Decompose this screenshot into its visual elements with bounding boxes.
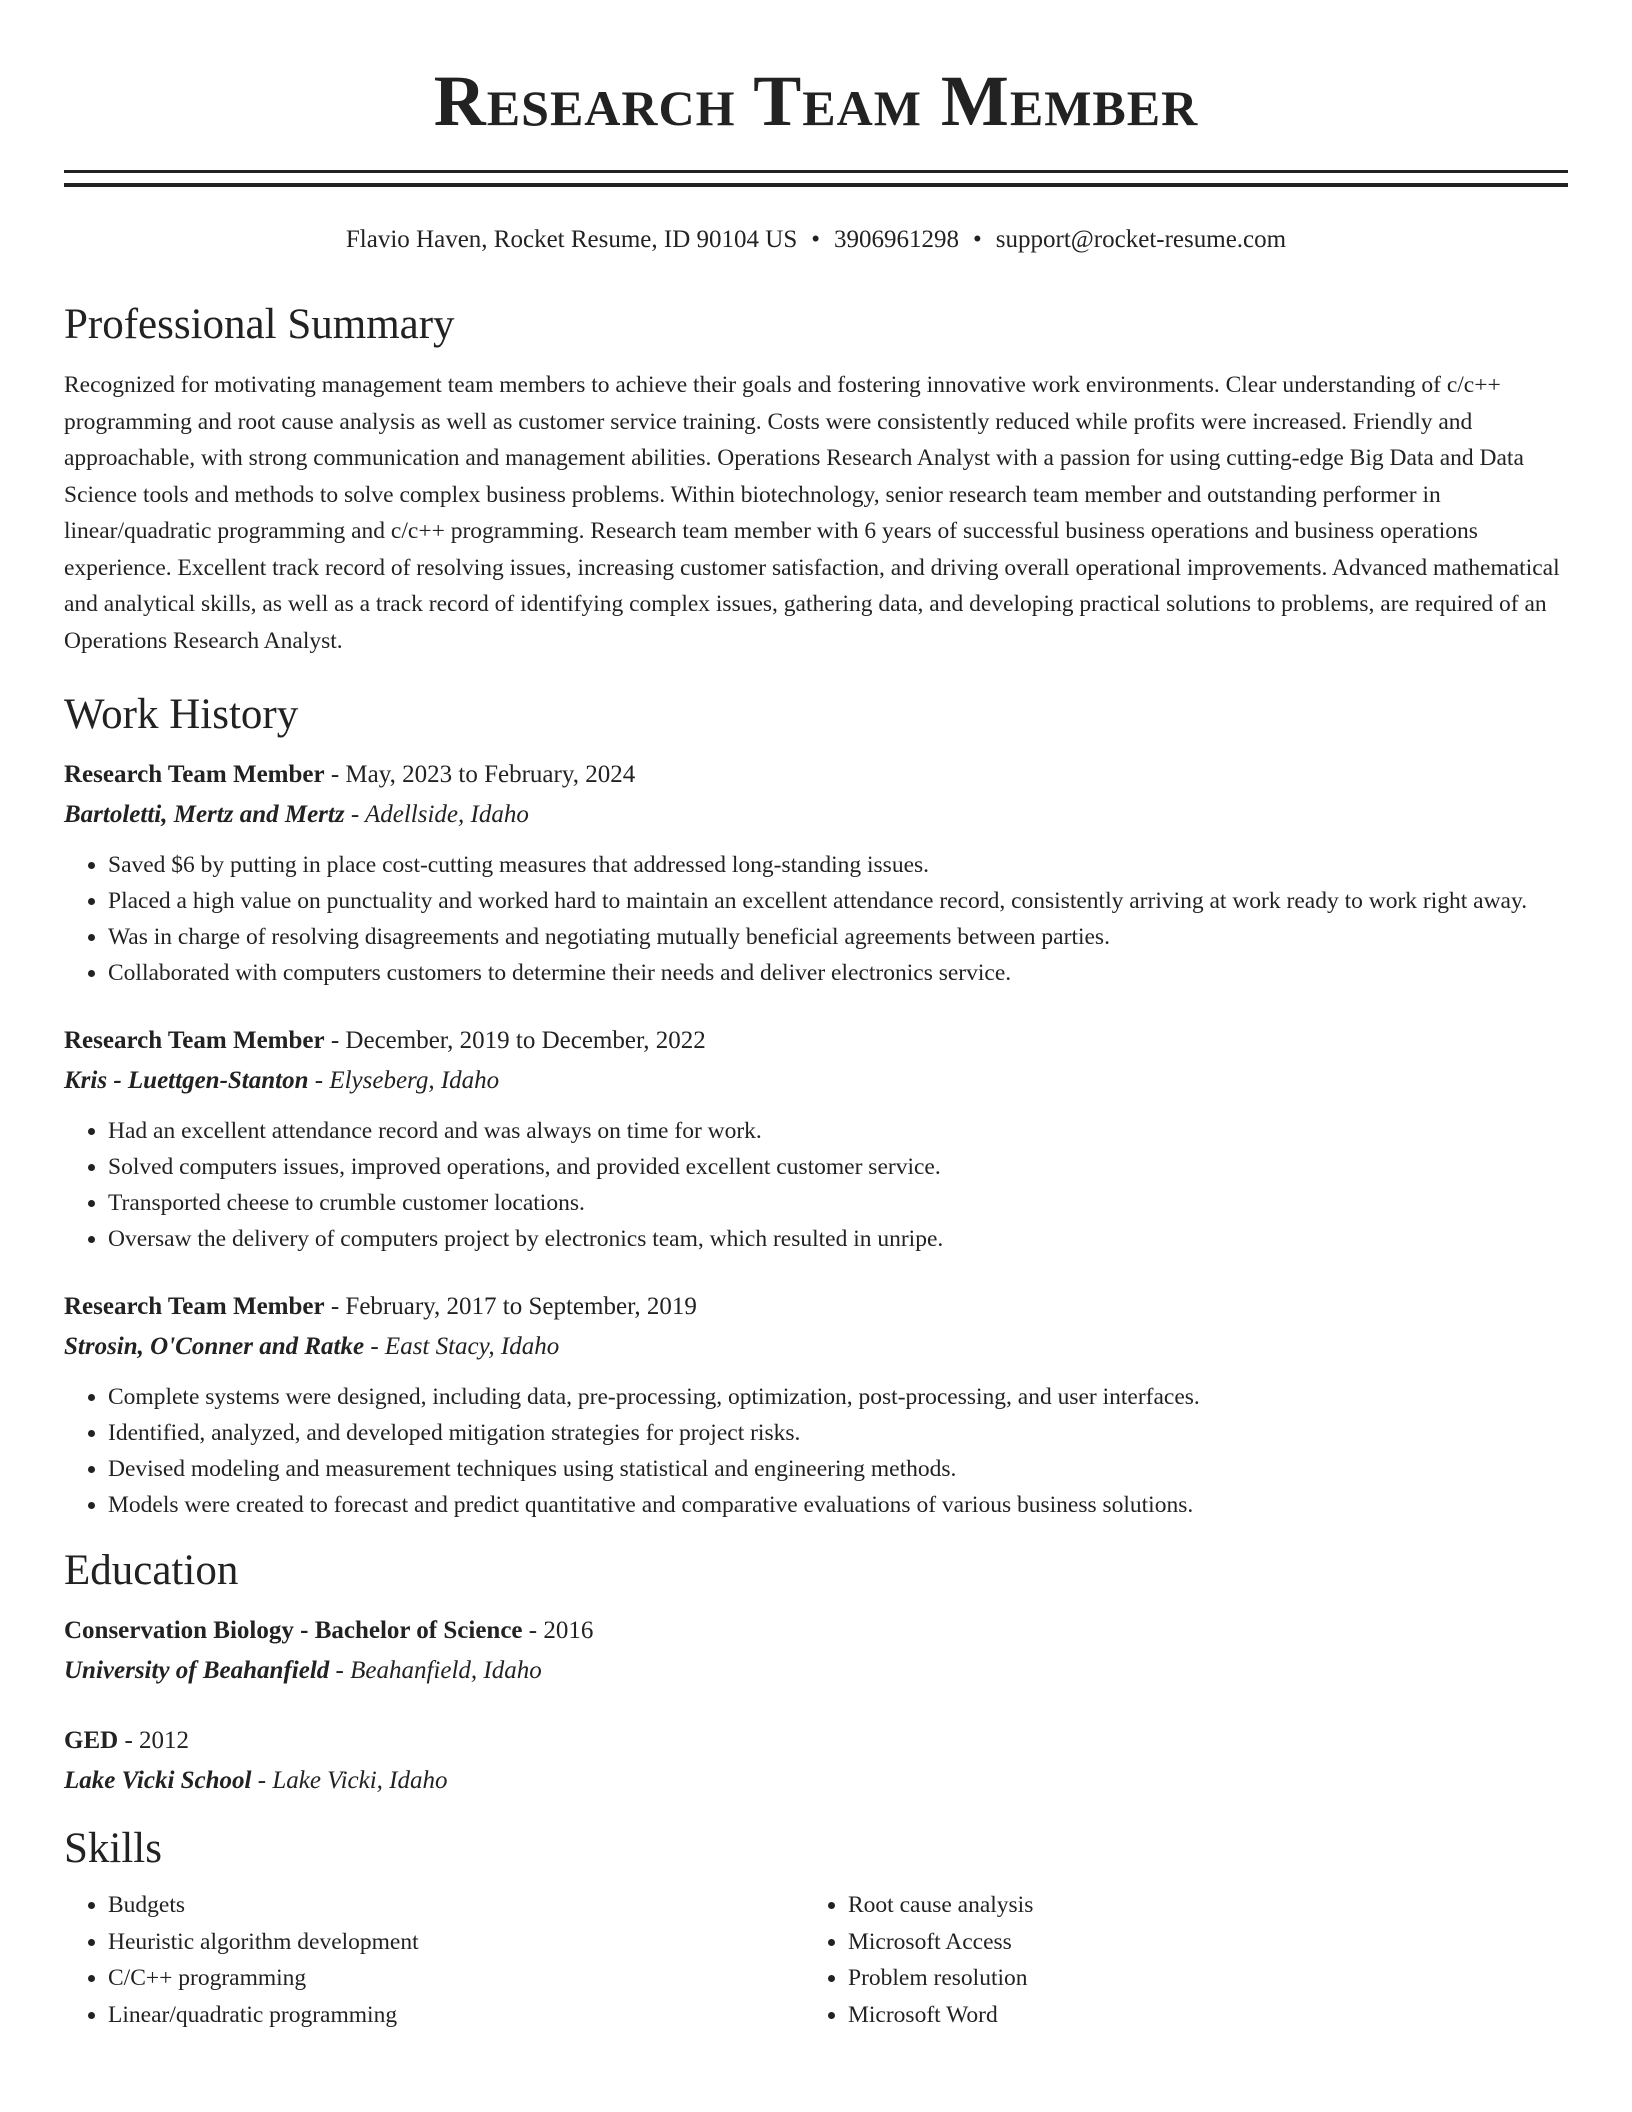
education-heading: Education	[64, 1547, 239, 1594]
skill-item: • Linear/quadratic programming	[108, 1997, 804, 2034]
job-title-line	[64, 755, 1568, 795]
job-bullets	[64, 847, 1568, 991]
contact-phone: 3906961298	[834, 226, 960, 253]
education-degree: Conservation Biology - Bachelor of Science	[64, 1617, 523, 1644]
skill-item: • C/C++ programming	[108, 1960, 804, 1997]
education-year: - 2016	[522, 1617, 594, 1644]
job-dates: - May, 2023 to February, 2024	[324, 761, 636, 788]
skill-item: • Microsoft Access	[848, 1924, 1544, 1961]
job-role: Research Team Member	[64, 761, 325, 788]
job-bullet: • Collaborated with computers customers to determine their needs and deliver electronics service.	[108, 955, 1568, 991]
contact-separator: •	[973, 226, 982, 253]
job-role: Research Team Member	[64, 1027, 325, 1054]
skills-column-right	[804, 1887, 1544, 2033]
job-bullet: • Transported cheese to crumble customer locations.	[108, 1185, 1568, 1221]
job-company-line	[64, 795, 1568, 835]
job-bullets	[64, 1379, 1568, 1523]
job-company: Bartoletti, Mertz and Mertz	[64, 801, 345, 828]
job-company: Kris - Luettgen-Stanton	[64, 1067, 309, 1094]
job-entry	[64, 1021, 1568, 1257]
education-school-line	[64, 1651, 1568, 1691]
skill-item: • Microsoft Word	[848, 1997, 1544, 2034]
job-bullet: • Was in charge of resolving disagreements and negotiating mutually beneficial agreements between parties.	[108, 919, 1568, 955]
resume-title: Research Team Member	[433, 61, 1199, 141]
education-degree-line	[64, 1721, 1568, 1761]
skill-item: • Problem resolution	[848, 1960, 1544, 1997]
title-divider	[64, 170, 1568, 187]
work-history-heading: Work History	[64, 691, 299, 738]
contact-line	[64, 223, 1568, 257]
education-degree-line	[64, 1611, 1568, 1651]
skills-heading: Skills	[64, 1825, 162, 1872]
job-bullet: • Solved computers issues, improved operations, and provided excellent customer service.	[108, 1149, 1568, 1185]
education-entry	[64, 1721, 1568, 1801]
contact-address: Flavio Haven, Rocket Resume, ID 90104 US	[345, 226, 798, 253]
job-location: - East Stacy, Idaho	[364, 1333, 560, 1360]
job-location: - Elyseberg, Idaho	[308, 1067, 500, 1094]
skill-item: • Root cause analysis	[848, 1887, 1544, 1924]
job-title-line	[64, 1287, 1568, 1327]
job-bullet: • Models were created to forecast and predict quantitative and comparative evaluations of various business solutions.	[108, 1487, 1568, 1523]
job-bullet: • Oversaw the delivery of computers project by electronics team, which resulted in unripe.	[108, 1221, 1568, 1257]
education-location: - Beahanfield, Idaho	[329, 1657, 542, 1684]
job-location: - Adellside, Idaho	[344, 801, 529, 828]
skill-item: • Budgets	[108, 1887, 804, 1924]
contact-email: support@rocket-resume.com	[995, 226, 1287, 253]
job-dates: - February, 2017 to September, 2019	[324, 1293, 697, 1320]
job-entry	[64, 755, 1568, 991]
job-bullet: • Identified, analyzed, and developed mitigation strategies for project risks.	[108, 1415, 1568, 1451]
job-entry	[64, 1287, 1568, 1523]
job-bullet: • Saved $6 by putting in place cost-cutting measures that addressed long-standing issues.	[108, 847, 1568, 883]
summary-heading: Professional Summary	[64, 301, 455, 348]
job-company: Strosin, O'Conner and Ratke	[64, 1333, 365, 1360]
job-bullet: • Had an excellent attendance record and was always on time for work.	[108, 1113, 1568, 1149]
skills-column-left	[64, 1887, 804, 2033]
job-bullet: • Placed a high value on punctuality and worked hard to maintain an excellent attendance record, consistently arriving at work ready to work right away.	[108, 883, 1568, 919]
education-school: University of Beahanfield	[64, 1657, 330, 1684]
summary-text: Recognized for motivating management team members to achieve their goals and fostering innovative work environments. Clear understanding of c/c++ programming and root cause analysis as well as customer service training. Costs were consistently reduced while profits were increased. Friendly and approachable, with strong communication and management abilities. Operations Research Analyst with a passion for using cutting-edge Big Data and Data Science tools and methods to solve complex business problems. Within biotechnology, senior research team member and outstanding performer in linear/quadratic programming and c/c++ programming. Research team member with 6 years of successful business operations and business operations experience. Excellent track record of resolving issues, increasing customer satisfaction, and driving overall operational improvements. Advanced mathematical and analytical skills, as well as a track record of identifying complex issues, gathering data, and developing practical solutions to problems, are required of an Operations Research Analyst.	[64, 372, 1560, 654]
job-bullet: • Devised modeling and measurement techniques using statistical and engineering methods.	[108, 1451, 1568, 1487]
job-role: Research Team Member	[64, 1293, 325, 1320]
education-degree: GED	[64, 1727, 119, 1754]
education-location: - Lake Vicki, Idaho	[251, 1767, 448, 1794]
education-entry	[64, 1611, 1568, 1691]
skill-item: • Heuristic algorithm development	[108, 1924, 804, 1961]
job-bullet: • Complete systems were designed, including data, pre-processing, optimization, post-processing, and user interfaces.	[108, 1379, 1568, 1415]
skills-list	[64, 1887, 1568, 2033]
job-dates: - December, 2019 to December, 2022	[324, 1027, 706, 1054]
education-year: - 2012	[118, 1727, 190, 1754]
education-school: Lake Vicki School	[64, 1767, 252, 1794]
education-school-line	[64, 1761, 1568, 1801]
job-company-line	[64, 1061, 1568, 1101]
job-bullets	[64, 1113, 1568, 1257]
job-company-line	[64, 1327, 1568, 1367]
contact-separator: •	[811, 226, 821, 253]
job-title-line	[64, 1021, 1568, 1061]
